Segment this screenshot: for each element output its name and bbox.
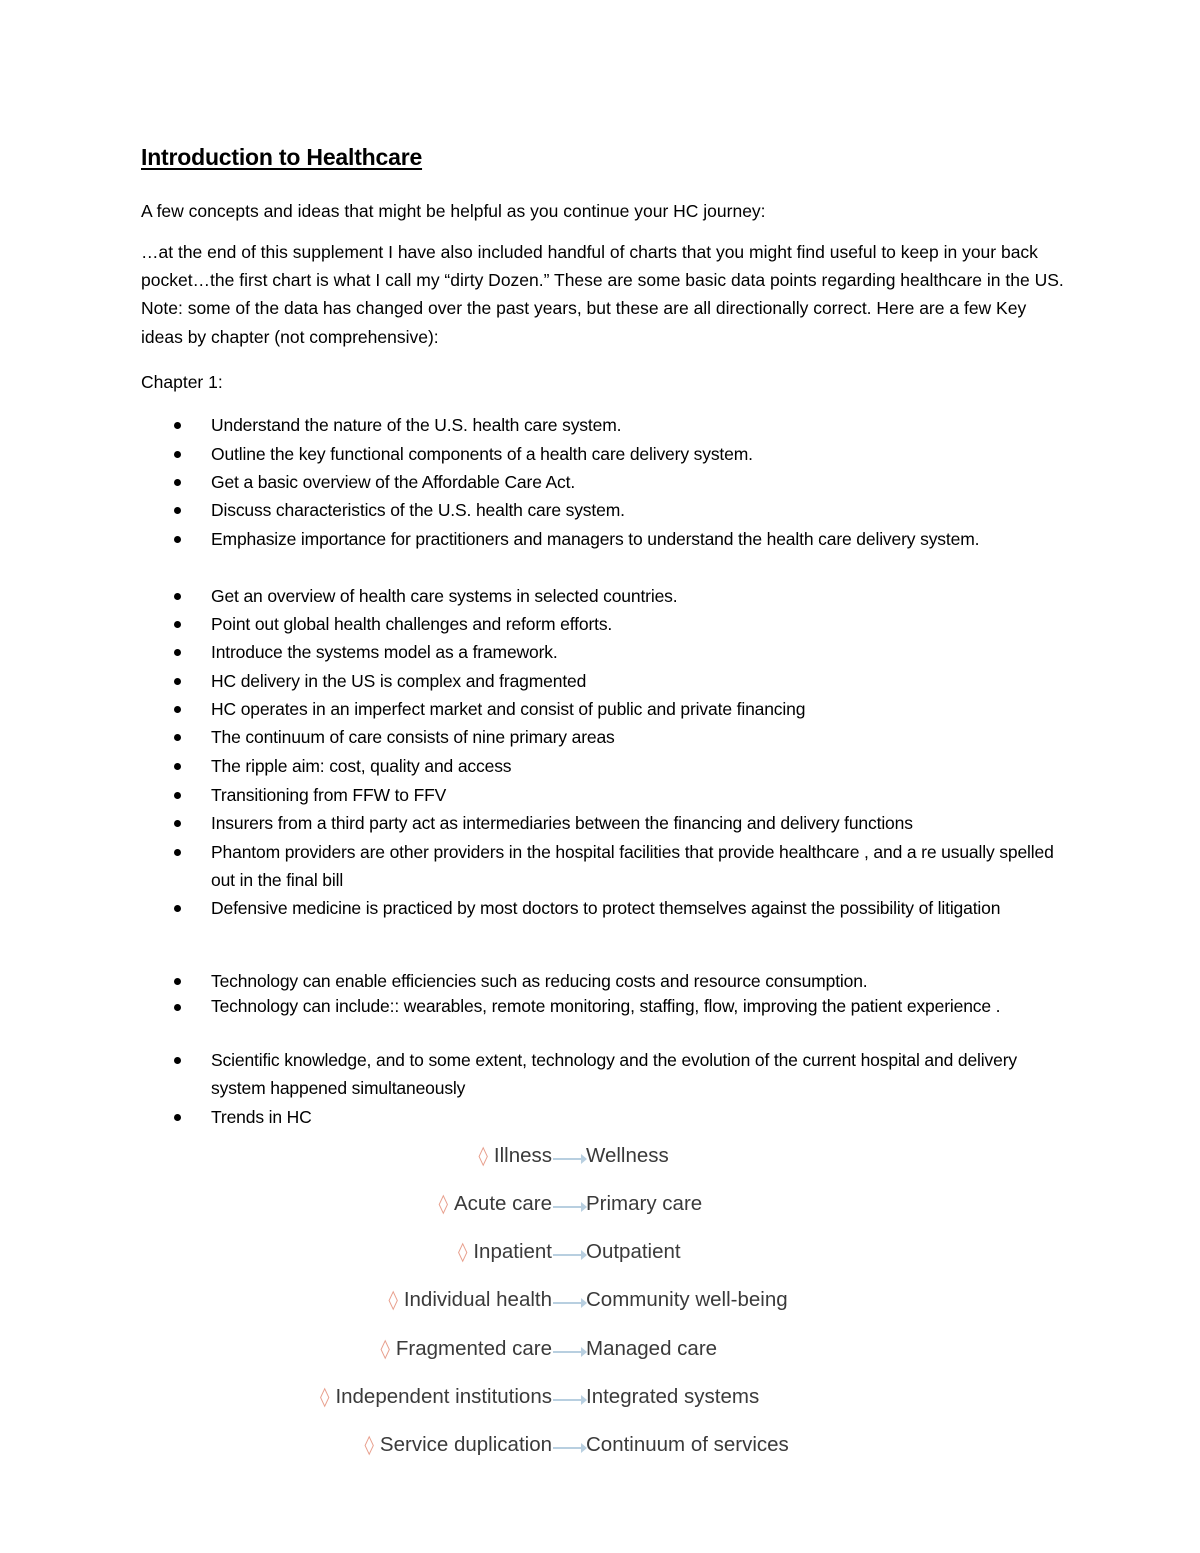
trend-to-label: Continuum of services [586,1433,789,1456]
bullet-icon [174,649,181,656]
list-item-text: Defensive medicine is practiced by most doctors to protect themselves against the possibility of litigation [211,898,1001,918]
trend-from-label: Inpatient [473,1240,552,1263]
arrow-right-icon [553,1399,585,1401]
trend-to-label: Integrated systems [586,1385,760,1408]
list-item [211,967,1061,995]
bullet-icon [174,451,181,458]
arrow-right-icon [553,1254,585,1256]
arrow-right-icon [553,1206,585,1208]
trend-from-label: Fragmented care [395,1337,552,1360]
bullet-icon [174,678,181,685]
list-item-text: Get a basic overview of the Affordable Care Act. [211,472,576,492]
trend-from [365,1433,552,1457]
trend-from-label: Independent institutions [335,1385,552,1408]
trend-from-label: Acute care [454,1192,552,1215]
bullet-icon [174,792,181,799]
bullet-icon [174,593,181,600]
chapter-heading: Chapter 1: [141,372,223,392]
list-item-text: Get an overview of health care systems in selected countries. [211,586,678,606]
list-item [211,993,1061,1020]
list-item-text: The ripple aim: cost, quality and access [211,756,512,776]
diamond-icon: ◊ [380,1338,390,1360]
list-item-text: The continuum of care consists of nine primary areas [211,727,615,747]
list-item [211,525,1061,553]
diamond-icon: ◊ [438,1193,448,1215]
intro-paragraph: …at the end of this supplement I have also included handful of charts that you might find useful to keep in your back pocket…the first chart is what I call my “dirty Dozen.” These are some basic data points regarding healthcare in the US. Note: some of the data has changed over the past years, but these are all directionally correct. Here are a few Key ideas by chapter (not comprehensive): [141,242,1064,347]
bullet-icon [174,706,181,713]
arrow-right-icon [553,1158,585,1160]
diamond-icon: ◊ [478,1145,488,1167]
list-item-text: HC delivery in the US is complex and fragmented [211,671,587,691]
bullet-icon [174,536,181,543]
trend-to-label: Community well-being [586,1288,788,1311]
trend-from-label: Individual health [403,1288,552,1311]
trend-from [439,1192,552,1216]
trend-to-label: Outpatient [586,1240,681,1263]
trend-row [0,1192,1200,1222]
list-item [211,496,1061,524]
list-item [211,809,1061,837]
trend-row [0,1240,1200,1270]
list-item [211,752,1061,780]
arrow-right-icon [553,1447,585,1449]
trend-row [0,1288,1200,1318]
bullet-icon [174,479,181,486]
diamond-icon: ◊ [388,1289,398,1311]
diamond-icon: ◊ [320,1386,330,1408]
list-item [211,411,1061,439]
bullet-icon [174,763,181,770]
arrow-right-icon [553,1302,585,1304]
list-item-text: Insurers from a third party act as intermediaries between the financing and delivery functions [211,813,913,833]
trend-row [0,1144,1200,1174]
bullet-icon [174,905,181,912]
bullet-icon [174,1004,181,1011]
list-item-text: Emphasize importance for practitioners and managers to understand the health care delivery system. [211,529,980,549]
diamond-icon: ◊ [364,1434,374,1456]
bullet-icon [174,422,181,429]
list-item [211,638,1061,666]
list-item-text: Transitioning from FFW to FFV [211,785,447,805]
list-item [211,610,1061,638]
arrow-right-icon [553,1351,585,1353]
trend-to-label: Managed care [586,1337,718,1360]
bullet-icon [174,978,181,985]
list-item-text: Understand the nature of the U.S. health care system. [211,415,622,435]
trend-from [381,1337,553,1361]
trend-from [320,1385,552,1409]
list-item-text: HC operates in an imperfect market and consist of public and private financing [211,699,806,719]
list-item [211,781,1061,809]
trend-row [0,1433,1200,1463]
list-item [211,838,1061,895]
list-item-text: Trends in HC [211,1107,312,1127]
list-item [211,667,1061,695]
diamond-icon: ◊ [457,1241,468,1263]
bullet-icon [174,734,181,741]
bullet-icon [174,1114,181,1121]
list-item-text: Introduce the systems model as a framework. [211,642,558,662]
page-title: Introduction to Healthcare [141,144,423,170]
trend-from [479,1144,553,1168]
list-item-text: Point out global health challenges and reform efforts. [211,614,613,634]
list-item [211,1046,1061,1103]
list-item-text: Scientific knowledge, and to some extent, technology and the evolution of the current hospital and delivery system happened simultaneously [211,1050,1017,1099]
trend-row [0,1385,1200,1415]
trend-to-label: Primary care [586,1192,703,1215]
bullet-icon [174,507,181,514]
list-item [211,582,1061,610]
list-item-text: Technology can include:: wearables, remote monitoring, staffing, flow, improving the patient experience . [211,996,1001,1016]
bullet-icon [174,1057,181,1064]
trend-from-label: Illness [493,1144,552,1167]
trend-from-label: Service duplication [379,1433,552,1456]
trend-row [0,1337,1200,1367]
list-item [211,894,1061,922]
bullet-icon [174,820,181,827]
list-item [211,723,1061,751]
trend-to-label: Wellness [586,1144,669,1167]
list-item-text: Outline the key functional components of a health care delivery system. [211,444,753,464]
list-item [211,440,1061,468]
trend-from [388,1288,552,1312]
list-item-text: Phantom providers are other providers in the hospital facilities that provide healthcare , and a re usually spelled out in the final bill [211,842,1054,891]
trend-from [458,1240,552,1264]
list-item-text: Technology can enable efficiencies such as reducing costs and resource consumption. [211,971,868,991]
list-item [211,1103,1061,1131]
intro-subtitle: A few concepts and ideas that might be helpful as you continue your HC journey: [141,201,766,221]
list-item [211,468,1061,496]
list-item-text: Discuss characteristics of the U.S. health care system. [211,500,625,520]
bullet-icon [174,849,181,856]
list-item [211,695,1061,723]
bullet-icon [174,621,181,628]
